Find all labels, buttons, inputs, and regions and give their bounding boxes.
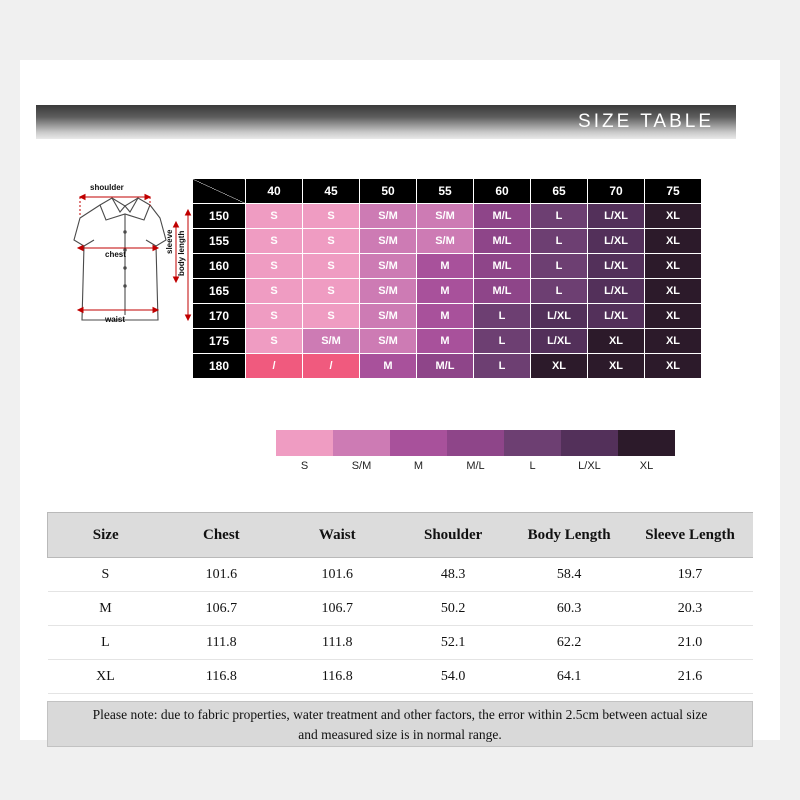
matrix-cell: L/XL (588, 229, 645, 254)
matrix-cell: S/M (303, 329, 360, 354)
matrix-cell: / (246, 354, 303, 379)
measurement-cell: 21.0 (627, 626, 753, 660)
legend-swatch (561, 430, 618, 456)
measurement-cell: 106.7 (279, 592, 395, 626)
measurement-cell: 21.6 (627, 660, 753, 694)
legend-label: M (413, 460, 424, 472)
legend-swatch (618, 430, 675, 456)
matrix-cell: S (246, 279, 303, 304)
matrix-cell: S (303, 279, 360, 304)
size-chart-page (20, 60, 780, 740)
matrix-cell: S/M (417, 204, 474, 229)
matrix-cell: S (303, 204, 360, 229)
label-shoulder: shoulder (90, 183, 124, 192)
matrix-row (193, 354, 702, 379)
table-row (48, 626, 754, 660)
matrix-cell: M/L (474, 204, 531, 229)
matrix-col-header: 50 (360, 179, 417, 204)
measurement-cell: 106.7 (163, 592, 279, 626)
measurement-cell: 20.3 (627, 592, 753, 626)
measurement-table (47, 512, 753, 694)
measurement-column-header: Sleeve Length (627, 513, 753, 558)
measurement-cell: 101.6 (163, 558, 279, 592)
measurement-cell: 62.2 (511, 626, 627, 660)
matrix-cell: XL (645, 204, 702, 229)
legend-label: L (529, 460, 536, 472)
label-waist: waist (105, 315, 126, 324)
matrix-cell: XL (531, 354, 588, 379)
table-row (48, 558, 754, 592)
measurement-cell: 116.8 (279, 660, 395, 694)
matrix-cell: S (303, 254, 360, 279)
matrix-cell: S/M (360, 254, 417, 279)
matrix-cell: XL (645, 279, 702, 304)
measurement-cell: 48.3 (395, 558, 511, 592)
table-row (48, 660, 754, 694)
label-sleeve: sleeve (165, 229, 174, 254)
matrix-cell: L (531, 229, 588, 254)
matrix-row-header: 180 (193, 354, 246, 379)
shirt-illustration (50, 170, 200, 380)
matrix-cell: L (531, 254, 588, 279)
matrix-cell: L/XL (588, 304, 645, 329)
measurement-header-row (48, 513, 754, 558)
measurement-cell: 52.1 (395, 626, 511, 660)
measurement-cell: 60.3 (511, 592, 627, 626)
legend-label: S (300, 460, 309, 472)
legend-swatch (390, 430, 447, 456)
size-matrix (192, 178, 702, 379)
measurement-cell: 64.1 (511, 660, 627, 694)
measurement-cell: XL (48, 660, 164, 694)
matrix-cell: S (303, 229, 360, 254)
matrix-row-header: 170 (193, 304, 246, 329)
legend-swatch (447, 430, 504, 456)
matrix-row-header: 150 (193, 204, 246, 229)
measurement-cell: 111.8 (279, 626, 395, 660)
matrix-row (193, 229, 702, 254)
matrix-cell: M (417, 254, 474, 279)
matrix-row (193, 254, 702, 279)
matrix-cell: M/L (474, 279, 531, 304)
matrix-cell: S/M (360, 229, 417, 254)
matrix-cell: L (474, 354, 531, 379)
measurement-column-header: Size (48, 513, 164, 558)
matrix-cell: L/XL (588, 254, 645, 279)
measurement-cell: S (48, 558, 164, 592)
matrix-cell: M/L (474, 254, 531, 279)
table-row (48, 592, 754, 626)
measurement-cell: 116.8 (163, 660, 279, 694)
matrix-corner (193, 179, 246, 204)
legend-label: L/XL (578, 460, 601, 472)
note-line-1: Please note: due to fabric properties, water treatment and other factors, the error within 2.5cm between actual size (92, 707, 708, 722)
matrix-cell: S (303, 304, 360, 329)
matrix-cell: L/XL (531, 304, 588, 329)
matrix-cell: M (417, 329, 474, 354)
matrix-col-header: 55 (417, 179, 474, 204)
matrix-cell: S/M (360, 279, 417, 304)
matrix-row-header: 165 (193, 279, 246, 304)
matrix-cell: XL (645, 354, 702, 379)
matrix-cell: S (246, 204, 303, 229)
header-banner (36, 105, 736, 139)
matrix-cell: XL (588, 329, 645, 354)
legend-label: M/L (466, 460, 485, 472)
matrix-cell: S/M (360, 304, 417, 329)
matrix-row (193, 304, 702, 329)
matrix-col-header: 60 (474, 179, 531, 204)
matrix-cell: XL (645, 329, 702, 354)
disclaimer-note (47, 701, 753, 747)
measurement-cell: 50.2 (395, 592, 511, 626)
measurement-column-header: Body Length (511, 513, 627, 558)
matrix-cell: L (474, 329, 531, 354)
measurement-cell: 111.8 (163, 626, 279, 660)
legend-label: XL (639, 460, 654, 472)
matrix-col-header: 65 (531, 179, 588, 204)
matrix-cell: S/M (360, 204, 417, 229)
matrix-col-header: 40 (246, 179, 303, 204)
measurement-column-header: Waist (279, 513, 395, 558)
matrix-row (193, 279, 702, 304)
matrix-cell: L/XL (588, 279, 645, 304)
matrix-cell: S/M (360, 329, 417, 354)
matrix-cell: M (417, 304, 474, 329)
matrix-cell: L/XL (531, 329, 588, 354)
measurement-column-header: Shoulder (395, 513, 511, 558)
matrix-cell: L/XL (588, 204, 645, 229)
matrix-cell: XL (588, 354, 645, 379)
matrix-cell: M (417, 279, 474, 304)
measurement-column-header: Chest (163, 513, 279, 558)
matrix-row-header: 175 (193, 329, 246, 354)
matrix-cell: M/L (474, 229, 531, 254)
measurement-cell: 19.7 (627, 558, 753, 592)
measurement-cell: M (48, 592, 164, 626)
matrix-row (193, 204, 702, 229)
matrix-row (193, 329, 702, 354)
measurement-cell: 58.4 (511, 558, 627, 592)
matrix-cell: S (246, 329, 303, 354)
matrix-cell: S (246, 304, 303, 329)
label-chest: chest (105, 250, 126, 259)
matrix-row-header: 155 (193, 229, 246, 254)
matrix-cell: XL (645, 254, 702, 279)
matrix-cell: L (474, 304, 531, 329)
label-body-length: body length (177, 230, 186, 276)
matrix-cell: M (360, 354, 417, 379)
matrix-cell: XL (645, 304, 702, 329)
measurement-cell: 54.0 (395, 660, 511, 694)
legend-swatches (276, 430, 675, 456)
legend-swatch (504, 430, 561, 456)
legend-swatch (276, 430, 333, 456)
measurement-cell: 101.6 (279, 558, 395, 592)
legend-label: S/M (351, 460, 372, 472)
matrix-cell: / (303, 354, 360, 379)
matrix-col-header: 70 (588, 179, 645, 204)
measurement-cell: L (48, 626, 164, 660)
matrix-cell: XL (645, 229, 702, 254)
matrix-col-header: 75 (645, 179, 702, 204)
legend-swatch (333, 430, 390, 456)
matrix-cell: L (531, 279, 588, 304)
note-line-2: and measured size is in normal range. (298, 726, 502, 742)
matrix-cell: L (531, 204, 588, 229)
legend-labels (276, 460, 675, 472)
page-title: SIZE TABLE (578, 111, 714, 132)
matrix-row-header: 160 (193, 254, 246, 279)
matrix-cell: S/M (417, 229, 474, 254)
matrix-cell: M/L (417, 354, 474, 379)
matrix-cell: S (246, 229, 303, 254)
matrix-cell: S (246, 254, 303, 279)
matrix-col-header: 45 (303, 179, 360, 204)
